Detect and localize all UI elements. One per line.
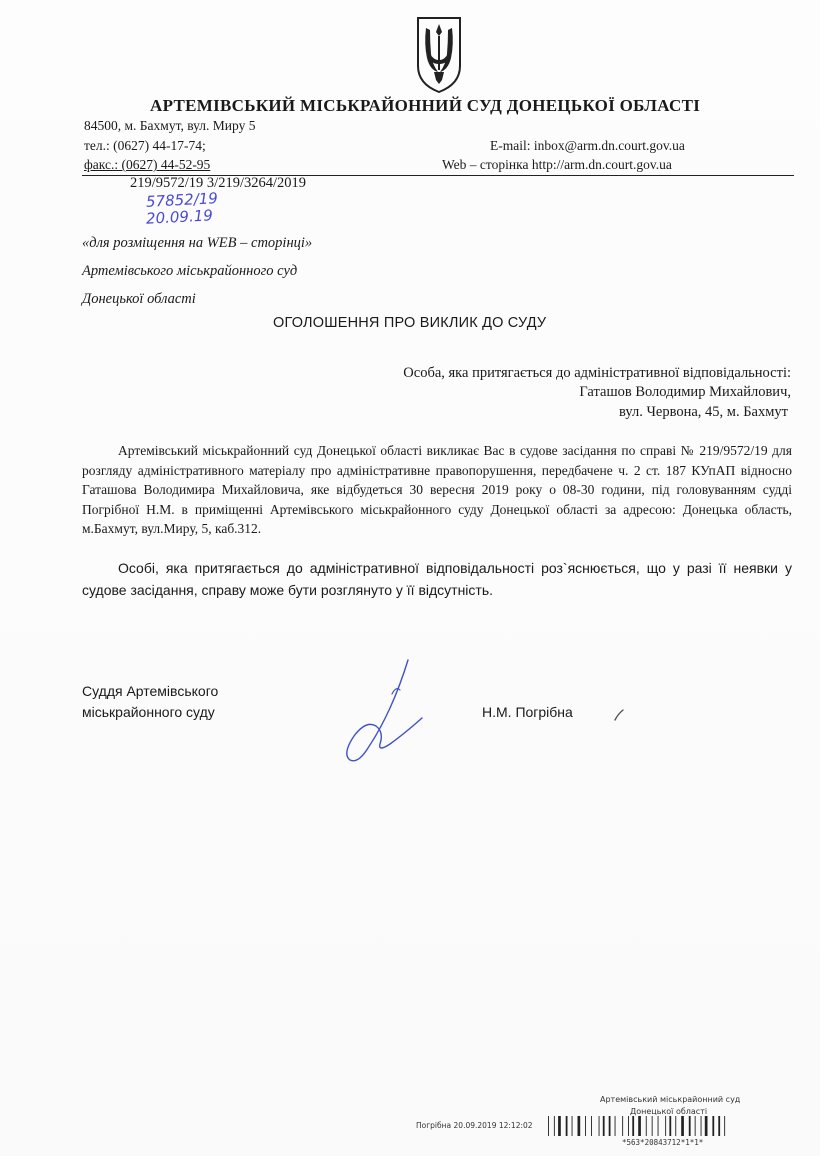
judge-name: Н.М. Погрібна xyxy=(482,704,573,720)
summons-paragraph: Артемівський міськрайонний суд Донецької області викликає Вас в судове засідання по справі № 219/9572/19 для розгляду адміністративного матеріалу про адміністративне правопорушення, передбачене ч. 2 ст. 187 КУпАП відносно Гаташова Володимира Михайловича, яке відбудеться 30 вересня 2019 року о 08-30 години, під головуванням судді Погрібної Н.М. в приміщенні Артемівського міськрайонного суду Донецької області за адресою: Донецька область, м.Бахмут, вул.Миру, 5, каб.312. xyxy=(82,443,792,536)
addressee-address: вул. Червона, 45, м. Бахмут xyxy=(619,404,788,420)
stamp-court-name: Артемівський міськрайонний суд xyxy=(600,1095,741,1104)
court-address: 84500, м. Бахмут, вул. Миру 5 xyxy=(84,118,256,133)
recipient-court: Артемівського міськрайонного суд xyxy=(82,263,298,279)
absence-notice-paragraph: Особі, яка притягається до адміністративної відповідальності роз`яснюється, що у разі її неявки у судове засідання, справу може бути розглянуто у її відсутність. xyxy=(82,560,792,598)
court-email: E-mail: inbox@arm.dn.court.gov.ua xyxy=(490,138,685,153)
judge-position-line1: Суддя Артемівського xyxy=(82,683,219,699)
announcement-title: ОГОЛОШЕННЯ ПРО ВИКЛИК ДО СУДУ xyxy=(273,315,547,331)
recipient-region: Донецької області xyxy=(82,291,196,307)
judge-position-line2: міськрайонного суду xyxy=(82,704,215,720)
handwritten-registration-number: 57852/19 xyxy=(145,189,219,211)
handwritten-registration-date: 20.09.19 xyxy=(145,206,214,228)
pen-mark-icon xyxy=(612,708,626,722)
case-reference-numbers: 219/9572/19 3/219/3264/2019 xyxy=(130,175,307,191)
court-website: Web – сторінка http://arm.dn.court.gov.ua xyxy=(442,157,672,172)
barcode-caption: *563*20843712*1*1* xyxy=(622,1138,704,1147)
addressee-role: Особа, яка притягається до адміністративної відповідальності: xyxy=(403,365,791,381)
document-barcode xyxy=(546,1114,796,1138)
court-fax: факс.: (0627) 44-52-95 xyxy=(84,157,211,172)
addressee-name: Гаташов Володимир Михайлович, xyxy=(579,384,791,400)
registration-stamp: Погрібна 20.09.2019 12:12:02 xyxy=(416,1121,533,1130)
court-phone: тел.: (0627) 44-17-74; xyxy=(84,138,206,153)
court-name-heading: АРТЕМІВСЬКИЙ МІСЬКРАЙОННИЙ СУД ДОНЕЦЬКОЇ ОБЛАСТІ xyxy=(150,96,701,115)
web-placement-note: «для розміщення на WEB – сторінці» xyxy=(82,235,313,251)
coat-of-arms-emblem xyxy=(414,14,464,94)
stamp-region: Донецької області xyxy=(630,1107,708,1116)
handwritten-signature xyxy=(334,656,434,768)
